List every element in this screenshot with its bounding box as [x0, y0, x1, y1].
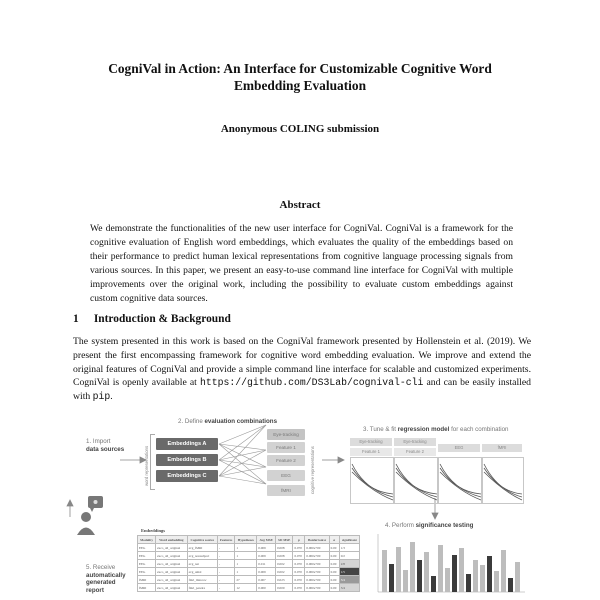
table-cell: 0.070: [293, 560, 305, 568]
table-cell: 1/3: [339, 544, 359, 552]
table-cell: -: [217, 552, 234, 560]
table-row: [138, 544, 360, 552]
table-cell: 0.00: [329, 576, 339, 584]
reg-subheader-1: Feature 1: [350, 448, 392, 456]
table-cell: 0.070: [293, 568, 305, 576]
title-line-1: CogniVal in Action: An Interface for Customizable Cognitive Word: [108, 61, 492, 76]
table-col-header: SD MSE: [276, 536, 293, 544]
intro-text-2: and can be easily installed with: [73, 377, 531, 403]
table-col-header: Modality: [138, 536, 156, 544]
reg-header-2: Eye-tracking: [394, 438, 436, 446]
table-cell: fmri_mincow: [187, 576, 217, 584]
step-4-label: 4. Perform significance testing: [385, 522, 474, 529]
table-cell: 0.000e+00: [305, 584, 329, 592]
table-cell: 0.009: [257, 544, 276, 552]
table-cell: 0.00: [329, 568, 339, 576]
table-cell: 0.007: [257, 576, 276, 584]
reg-panel-1: [350, 457, 394, 504]
table-cell: fmri_pereira: [187, 584, 217, 592]
table-cell: -: [217, 544, 234, 552]
table-cell: 0.000e+00: [305, 576, 329, 584]
table-cell: 1: [235, 544, 257, 552]
cog-eyetracking: Eye-tracking: [267, 429, 305, 440]
table-cell: EEG: [138, 560, 156, 568]
table-cell: -: [217, 560, 234, 568]
table-cell: 1: [235, 560, 257, 568]
combination-lines: [219, 425, 266, 484]
intro-text-1: The system presented in this work is based on the CogniVal framework presented by Hollenstein et al. (2019). We present the first encompassing framework for cognitive word embedding evaluation. We improve and extend the original features of CogniVal and provide a simple command line interface for scalable and customized experiments. CogniVal is openly available at: [73, 336, 531, 389]
reg-subheader-2: Feature 2: [394, 448, 436, 456]
table-row: [138, 560, 360, 568]
table-cell: EEG: [138, 544, 156, 552]
table-cell: EEG: [138, 552, 156, 560]
table-cell: 0.008: [276, 544, 293, 552]
table-cell: 0/2: [339, 552, 359, 560]
table-cell: avg_nonsubject: [187, 552, 217, 560]
reg-header-4: fMRI: [482, 444, 522, 452]
table-col-header: Features: [217, 536, 234, 544]
results-table: [137, 535, 360, 592]
table-row: [138, 552, 360, 560]
table-cell: 0.009: [257, 552, 276, 560]
section-number: 1: [73, 313, 79, 325]
table-cell: 0.002: [276, 568, 293, 576]
table-row: [138, 576, 360, 584]
user-icon: [77, 496, 103, 535]
table-cell: 12: [235, 584, 257, 592]
word-reps-label: word representations: [144, 445, 149, 486]
step-1-label: 1. Import data sources: [86, 438, 125, 453]
table-cell: 1: [235, 568, 257, 576]
table-cell: zuco_all_original: [156, 552, 187, 560]
table-cell: 0.070: [293, 552, 305, 560]
table-cell: 1: [235, 552, 257, 560]
table-cell: 0.000: [276, 584, 293, 592]
intro-text-3: .: [110, 391, 113, 403]
table-cell: zuco_all_original: [156, 576, 187, 584]
table-cell: 27: [235, 576, 257, 584]
section-title: Introduction & Background: [93, 313, 231, 325]
table-col-header: Bonferroni α: [305, 536, 329, 544]
table-cell: 0.070: [293, 576, 305, 584]
table-cell: 0.000e+00: [305, 544, 329, 552]
table-cell: avg_umsl: [187, 568, 217, 576]
table-cell: 0.00: [329, 544, 339, 552]
section-heading: [73, 313, 231, 325]
table-cell: 0.008: [276, 552, 293, 560]
intro-paragraph: [73, 335, 531, 404]
table-cell: -: [217, 576, 234, 584]
table-cell: 0.000e+00: [305, 568, 329, 576]
table-row: [138, 584, 360, 592]
table-cell: -: [217, 584, 234, 592]
cog-feature-2: Feature 2: [267, 455, 305, 466]
reg-header-3: EEG: [438, 444, 480, 452]
significance-chart: [378, 534, 525, 592]
word-reps-bracket: [150, 434, 155, 490]
table-body: [138, 544, 360, 592]
table-cell: zuco_all_original: [156, 568, 187, 576]
embedding-box-c: Embeddings C: [156, 470, 218, 482]
reg-panel-4: [482, 457, 524, 504]
table-cell: fMRI: [138, 576, 156, 584]
report-table: [137, 535, 360, 600]
pip-command: pip: [92, 391, 111, 403]
table-cell: 2/8: [339, 560, 359, 568]
paper-title: [60, 60, 540, 94]
table-cell: 0.009: [257, 568, 276, 576]
table-cell: 0.00: [329, 552, 339, 560]
table-cell: zuco_all_original: [156, 560, 187, 568]
table-cell: 0.011: [257, 560, 276, 568]
step-5-label: 5. Receive automatically generated report: [86, 564, 126, 594]
table-title: Embeddings: [141, 528, 166, 533]
table-cell: 0.023: [276, 576, 293, 584]
reg-panel-2: [394, 457, 438, 504]
table-header-row: [138, 536, 360, 544]
table-cell: EEG: [138, 568, 156, 576]
table-cell: 0.00: [329, 584, 339, 592]
table-cell: -: [217, 568, 234, 576]
cog-fmri: fMRI: [267, 485, 305, 496]
reg-panel-3: [438, 457, 482, 504]
cog-reps-label: cognitive representations: [310, 446, 315, 494]
table-cell: 0.000: [257, 584, 276, 592]
table-col-header: Word embedding: [156, 536, 187, 544]
table-col-header: significant: [339, 536, 359, 544]
step-3-label: 3. Tune & fit regression model for each combination: [363, 426, 509, 433]
table-cell: zuco_all_original: [156, 584, 187, 592]
table-cell: 0.000e+00: [305, 552, 329, 560]
step-2-label: 2. Define evaluation combinations: [178, 418, 278, 425]
table-cell: 1/5: [339, 568, 359, 576]
table-cell: 3/4: [339, 584, 359, 592]
abstract-text: We demonstrate the functionalities of the new user interface for CogniVal. CogniVal is a framework for the cognitive evaluation of English word embeddings, which evaluates the quality of the embeddings based on their performance to predict human lexical representations from cognitive language processing signals from various sources. In this paper, we present an easy-to-use command line interface for CogniVal with multiple improvements over the original work, including the possibility to evaluate custom embeddings against custom cognitive data sources.: [90, 223, 513, 304]
title-line-2: Embedding Evaluation: [233, 78, 367, 93]
table-col-header: α: [329, 536, 339, 544]
table-col-header: Avg MSE: [257, 536, 276, 544]
author-line: Anonymous COLING submission: [220, 123, 380, 135]
table-cell: 3/4: [339, 576, 359, 584]
table-col-header: Cognitive source: [187, 536, 217, 544]
table-col-header: p: [293, 536, 305, 544]
github-link[interactable]: https://github.com/DS3Lab/cognival-cli: [199, 377, 424, 389]
table-cell: 0.00: [329, 560, 339, 568]
table-cell: 0.070: [293, 584, 305, 592]
embedding-box-b: Embeddings B: [156, 454, 218, 466]
table-cell: fMRI: [138, 584, 156, 592]
table-cell: zuco_all_original: [156, 544, 187, 552]
table-cell: 0.002: [276, 560, 293, 568]
table-row: [138, 568, 360, 576]
table-cell: 0.070: [293, 544, 305, 552]
abstract-heading: Abstract: [279, 199, 321, 211]
cog-eeg: EEG: [267, 470, 305, 481]
reg-header-1: Eye-tracking: [350, 438, 392, 446]
table-col-header: Hypotheses: [235, 536, 257, 544]
table-cell: 0.000e+00: [305, 560, 329, 568]
embedding-box-a: Embeddings A: [156, 438, 218, 450]
table-cell: avg_fMRI: [187, 544, 217, 552]
cog-feature-1: Feature 1: [267, 442, 305, 453]
table-cell: avg_nat: [187, 560, 217, 568]
